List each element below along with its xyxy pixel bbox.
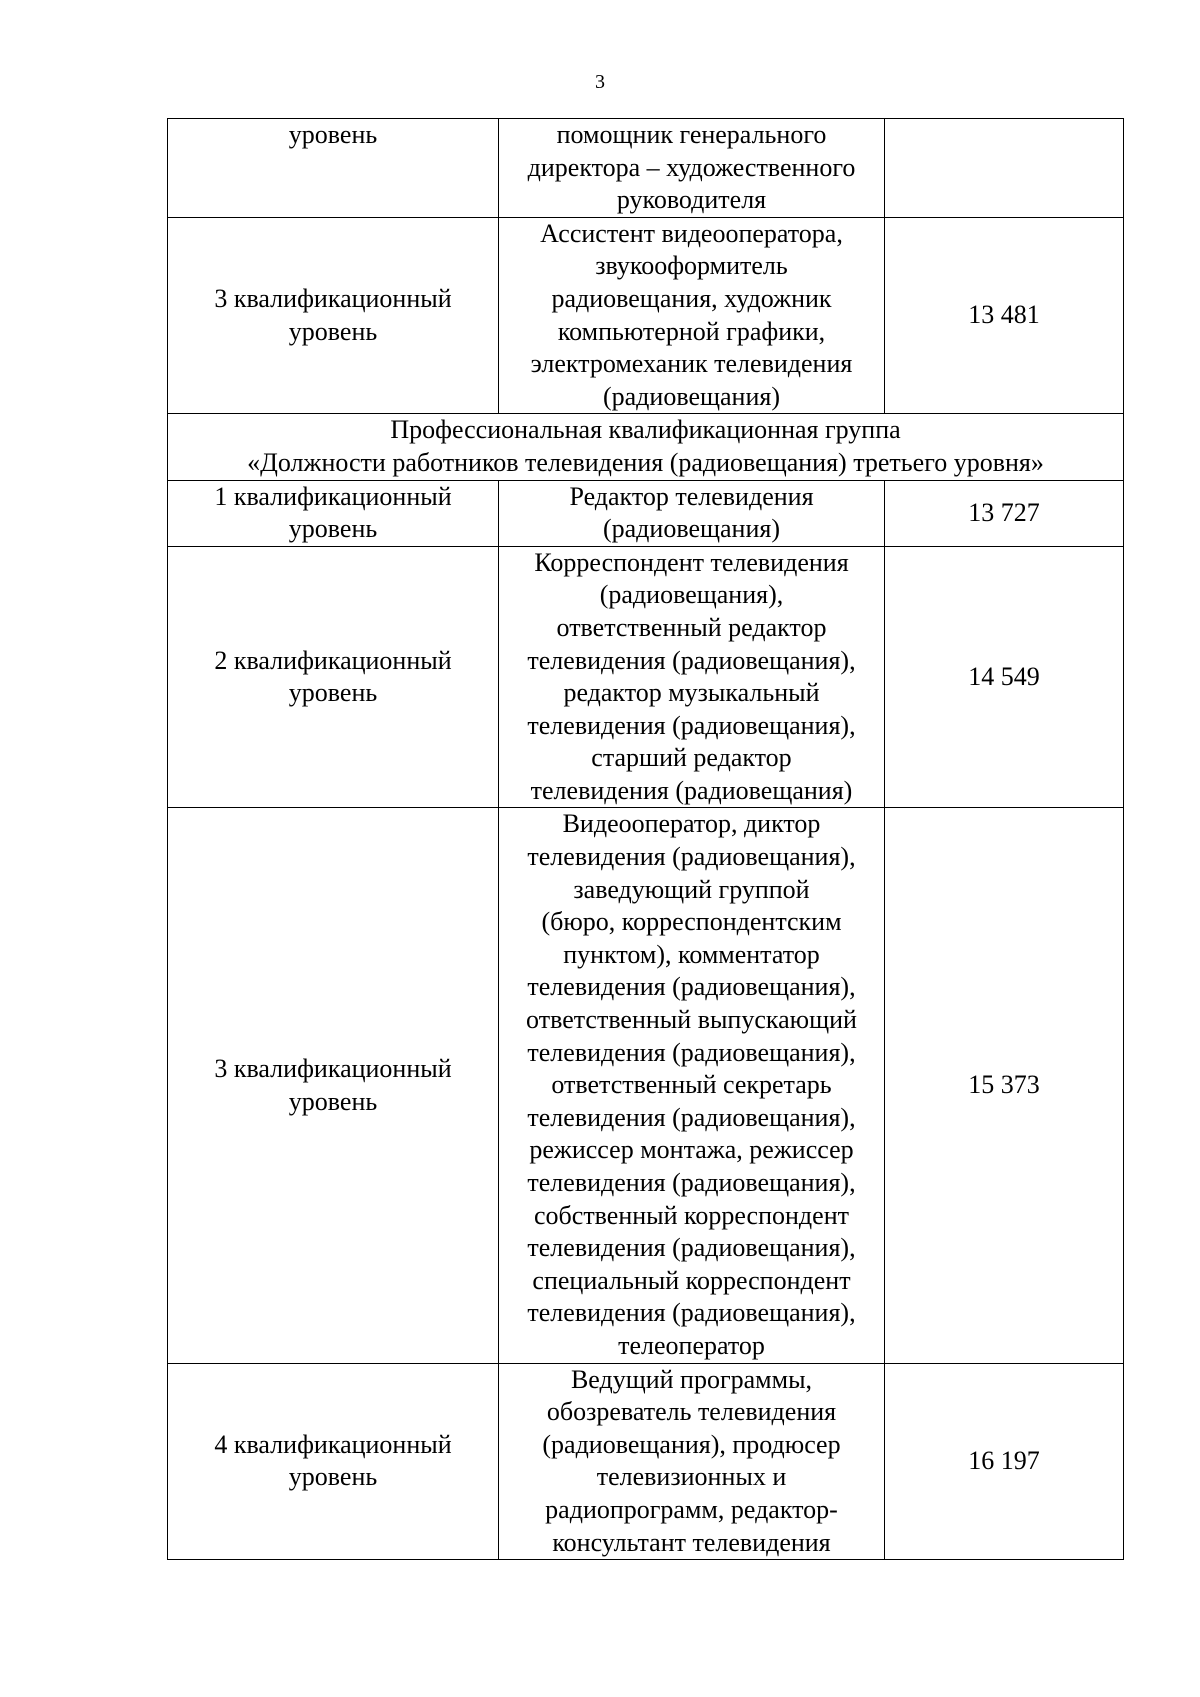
positions-cell: Ведущий программы, обозреватель телевидения (радиовещания), продюсер телевизионных и радиопрограмм, редактор- консультант телевидения — [499, 1363, 885, 1560]
qualification-level-cell: 4 квалификационный уровень — [168, 1363, 499, 1560]
table-row — [168, 480, 1124, 546]
salary-cell: 13 727 — [885, 480, 1124, 546]
table-row — [168, 119, 1124, 218]
qualification-level-cell: 3 квалификационный уровень — [168, 217, 499, 414]
salary-table — [167, 118, 1124, 1560]
positions-cell: помощник генерального директора – художественного руководителя — [499, 119, 885, 218]
salary-cell: 16 197 — [885, 1363, 1124, 1560]
table-group-row — [168, 414, 1124, 480]
qualification-level-cell: 1 квалификационный уровень — [168, 480, 499, 546]
salary-cell — [885, 119, 1124, 218]
group-title-cell: Профессиональная квалификационная группа «Должности работников телевидения (радиовещания) третьего уровня» — [168, 414, 1124, 480]
table-row — [168, 808, 1124, 1363]
table-row — [168, 1363, 1124, 1560]
qualification-level-cell: уровень — [168, 119, 499, 218]
page-number: 3 — [595, 71, 605, 93]
table-row — [168, 217, 1124, 414]
table-row — [168, 546, 1124, 808]
qualification-level-cell: 2 квалификационный уровень — [168, 546, 499, 808]
positions-cell: Редактор телевидения (радиовещания) — [499, 480, 885, 546]
salary-cell: 15 373 — [885, 808, 1124, 1363]
salary-cell: 13 481 — [885, 217, 1124, 414]
positions-cell: Видеооператор, диктор телевидения (радиовещания), заведующий группой (бюро, корреспондентским пунктом), комментатор телевидения (радиовещания), ответственный выпускающий телевидения (радиовещания), ответственный секретарь телевидения (радиовещания), режиссер монтажа, режиссер телевидения (радиовещания), собственный корреспондент телевидения (радиовещания), специальный корреспондент телевидения (радиовещания), телеоператор — [499, 808, 885, 1363]
salary-cell: 14 549 — [885, 546, 1124, 808]
qualification-level-cell: 3 квалификационный уровень — [168, 808, 499, 1363]
positions-cell: Корреспондент телевидения (радиовещания), ответственный редактор телевидения (радиовещания), редактор музыкальный телевидения (радиовещания), старший редактор телевидения (радиовещания) — [499, 546, 885, 808]
positions-cell: Ассистент видеооператора, звукооформитель радиовещания, художник компьютерной графики, электромеханик телевидения (радиовещания) — [499, 217, 885, 414]
